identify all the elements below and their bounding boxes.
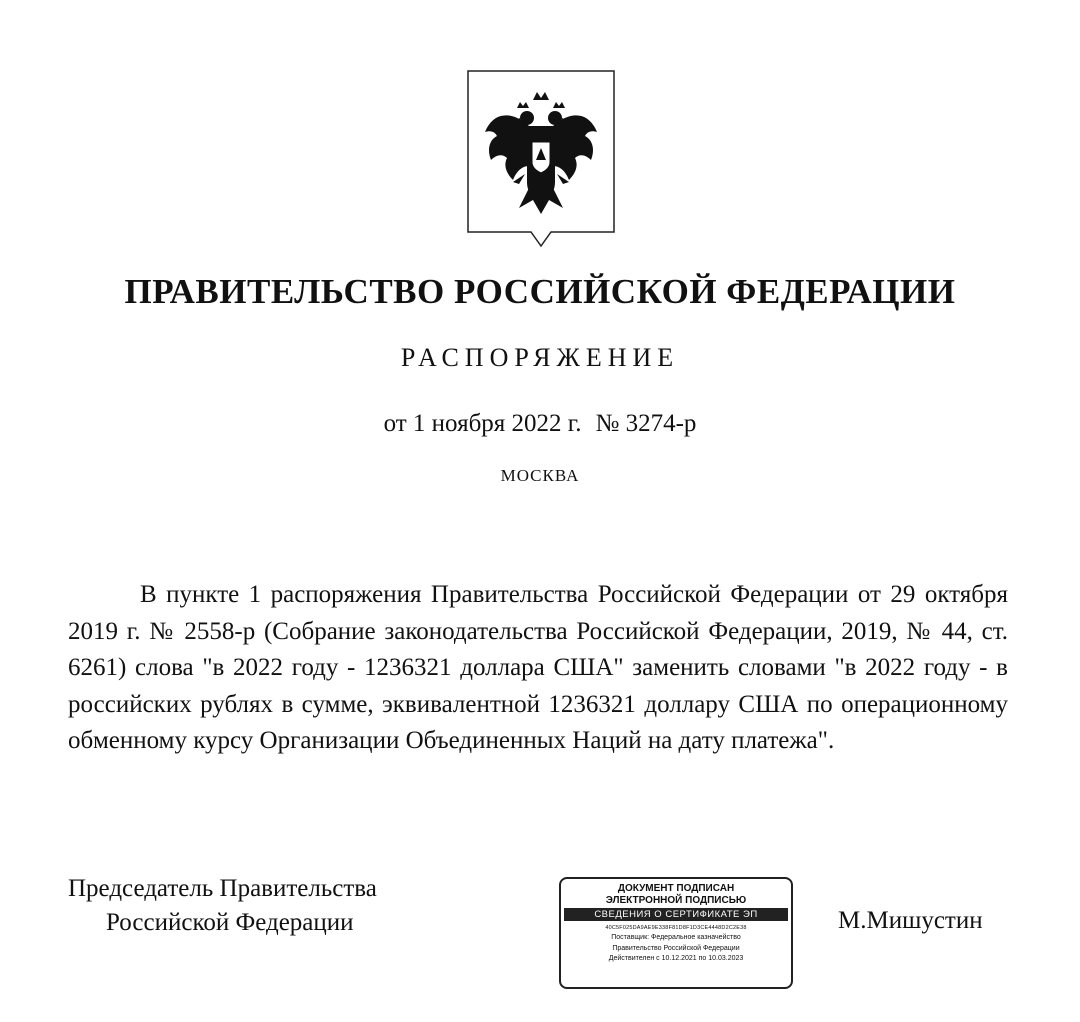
document-type: РАСПОРЯЖЕНИЕ [400,343,680,372]
electronic-signature-stamp [559,877,793,989]
page-title: ПРАВИТЕЛЬСТВО РОССИЙСКОЙ ФЕДЕРАЦИИ [124,272,956,311]
stamp-line1: ДОКУМЕНТ ПОДПИСАН [617,883,735,894]
document-city: МОСКВА [500,466,580,485]
stamp-line2: ЭЛЕКТРОННОЙ ПОДПИСЬЮ [605,895,747,906]
coat-of-arms-icon [467,70,615,248]
stamp-serial: 40C5F025DA9AE9E338F81D8F1D3CE4448D2C2E38 [605,925,747,931]
stamp-certificate-bar: СВЕДЕНИЯ О СЕРТИФИКАТЕ ЭП [564,908,788,921]
document-date-line [0,410,1080,438]
stamp-owner: Правительство Российской Федерации [612,944,740,952]
signer-position-line2: Российской Федерации [106,909,354,936]
document-number: № 3274-р [595,410,697,437]
body-paragraph: В пункте 1 распоряжения Правительства Российской Федерации от 29 октября 2019 г. № 2558-р (Собрание законодательства Российской Федерации, 2019, № 44, ст. 6261) слова "в 2022 году - 1236321 доллара США" заменить словами "в 2022 году - в российских рублях в сумме, эквивалентной 1236321 доллару США по операционному обменному курсу Организации Объединенных Наций на дату платежа". [68,581,1008,754]
document-date: от 1 ноября 2022 г. [383,410,582,437]
signer-name: М.Мишустин [838,907,983,934]
signer-position [68,872,448,940]
stamp-supplier: Поставщик: Федеральное казначейство [611,934,741,941]
stamp-validity: Действителен с 10.12.2021 по 10.03.2023 [608,955,744,962]
signer-position-line1: Председатель Правительства [68,875,377,902]
